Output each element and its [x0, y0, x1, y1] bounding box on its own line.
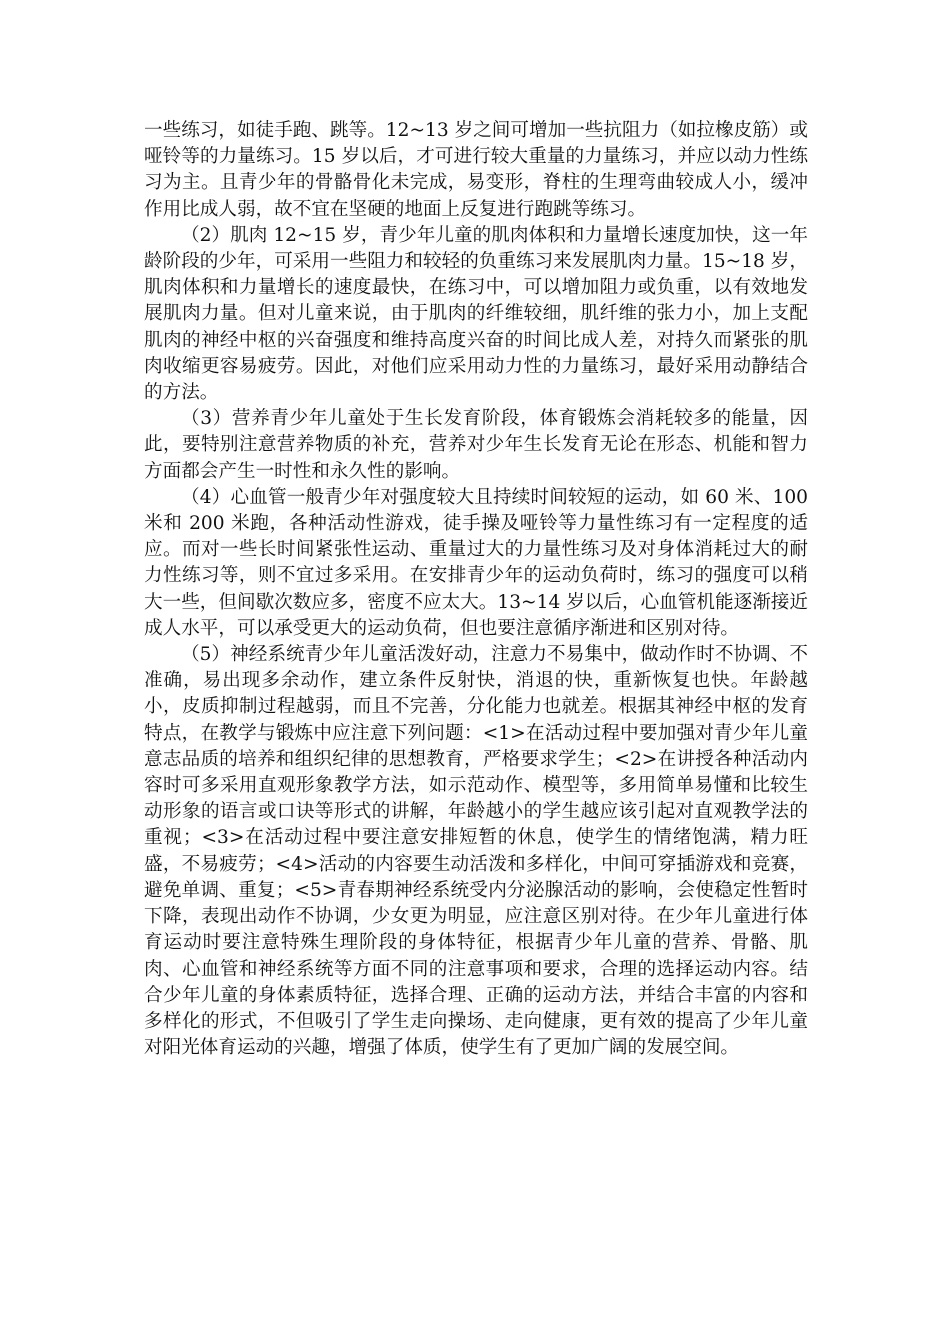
paragraph-muscle: （2）肌肉 12~15 岁，青少年儿童的肌肉体积和力量增长速度加快，这一年龄阶段的少年，可采用一些阻力和较轻的负重练习来发展肌肉力量。15~18 岁，肌肉体积和力量增长的速度最快，在练习中，可以增加阻力或负重，以有效地发展肌肉力量。但对儿童来说，由于肌肉的纤维较细，肌纤维的张力小，加上支配肌肉的神经中枢的兴奋强度和维持高度兴奋的时间比成人差，对持久而紧张的肌肉收缩更容易疲劳。因此，对他们应采用动力性的力量练习，最好采用动静结合的方法。 [144, 224, 808, 404]
paragraph-nervous-system: （5）神经系统青少年儿童活泼好动，注意力不易集中，做动作时不协调、不准确，易出现多余动作，建立条件反射快，消退的快，重新恢复也快。年龄越小，皮质抑制过程越弱，而且不完善，分化能力也就差。根据其神经中枢的发育特点，在教学与锻炼中应注意下列问题：<1>在活动过程中要加强对青少年儿童意志品质的培养和组织纪律的思想教育，严格要求学生；<2>在讲授各种活动内容时可多采用直观形象教学方法，如示范动作、模型等，多用简单易懂和比较生动形象的语言或口诀等形式的讲解，年龄越小的学生越应该引起对直观教学法的重视；<3>在活动过程中要注意安排短暂的休息，使学生的情绪饱满，精力旺盛，不易疲劳；<4>活动的内容要生动活泼和多样化，中间可穿插游戏和竞赛，避免单调、重复；<5>青春期神经系统受内分泌腺活动的影响，会使稳定性暂时下降，表现出动作不协调，少女更为明显，应注意区别对待。在少年儿童进行体育运动时要注意特殊生理阶段的身体特征，根据青少年儿童的营养、骨骼、肌肉、心血管和神经系统等方面不同的注意事项和要求，合理的选择运动内容。结合少年儿童的身体素质特征，选择合理、正确的运动方法，并结合丰富的内容和多样化的形式，不但吸引了学生走向操场、走向健康，更有效的提高了少年儿童对阳光体育运动的兴趣，增强了体质，使学生有了更加广阔的发展空间。 [144, 644, 808, 1059]
document-body [144, 118, 808, 1061]
paragraph-bones-continued: 一些练习，如徒手跑、跳等。12~13 岁之间可增加一些抗阻力（如拉橡皮筋）或哑铃等的力量练习。15 岁以后，才可进行较大重量的力量练习，并应以动力性练习为主。且青少年的骨骼骨化未完成，易变形，脊柱的生理弯曲较成人小，缓冲作用比成人弱，故不宜在坚硬的地面上反复进行跑跳等练习。 [144, 120, 808, 220]
paragraph-nutrition: （3）营养青少年儿童处于生长发育阶段，体育锻炼会消耗较多的能量，因此，要特别注意营养物质的补充，营养对少年生长发育无论在形态、机能和智力方面都会产生一时性和永久性的影响。 [144, 408, 808, 482]
paragraph-cardiovascular: （4）心血管一般青少年对强度较大且持续时间较短的运动，如 60 米、100 米和 200 米跑，各种活动性游戏，徒手操及哑铃等力量性练习有一定程度的适应。而对一些长时间紧张性运动、重量过大的力量性练习及对身体消耗过大的耐力性练习等，则不宜过多采用。在安排青少年的运动负荷时，练习的强度可以稍大一些，但间歇次数应多，密度不应太大。13~14 岁以后，心血管机能逐渐接近成人水平，可以承受更大的运动负荷，但也要注意循序渐进和区别对待。 [144, 486, 808, 639]
